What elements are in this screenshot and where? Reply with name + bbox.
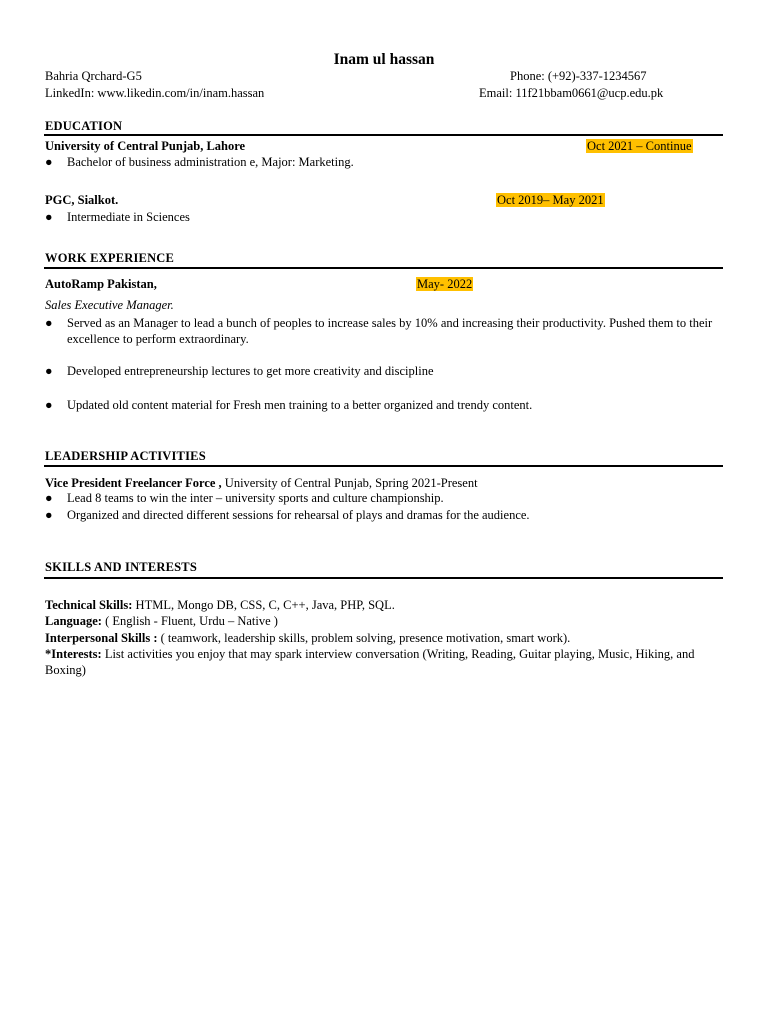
leadership-title: Vice President Freelancer Force , <box>45 476 222 490</box>
leadership-bullet-2: Organized and directed different sessions for rehearsal of plays and dramas for the audience. <box>67 508 530 522</box>
email: Email: 11f21bbam0661@ucp.edu.pk <box>479 86 664 100</box>
education-heading: EDUCATION <box>45 119 123 133</box>
experience-bullet-2: Developed entrepreneurship lectures to get more creativity and discipline <box>67 364 434 378</box>
education-school-1: University of Central Punjab, Lahore <box>45 139 246 153</box>
bullet-icon: ● <box>45 210 53 224</box>
experience-bullet-3: Updated old content material for Fresh men training to a better organized and trendy content. <box>67 398 533 412</box>
experience-company: AutoRamp Pakistan, <box>45 277 157 291</box>
phone: Phone: (+92)-337-1234567 <box>510 69 647 83</box>
bullet-icon: ● <box>45 364 53 378</box>
leadership-bullet-1: Lead 8 teams to win the inter – university sports and culture championship. <box>67 491 444 505</box>
bullet-icon: ● <box>45 508 53 522</box>
education-detail-2: Intermediate in Sciences <box>67 210 190 224</box>
experience-heading: WORK EXPERIENCE <box>45 251 175 265</box>
bullet-icon: ● <box>45 316 53 330</box>
section-divider <box>44 267 723 269</box>
experience-role: Sales Executive Manager. <box>45 298 174 312</box>
bullet-icon: ● <box>45 155 53 169</box>
section-divider <box>44 134 723 136</box>
education-detail-1: Bachelor of business administration e, Major: Marketing. <box>67 155 354 169</box>
skill-technical: Technical Skills: HTML, Mongo DB, CSS, C, C++, Java, PHP, SQL. <box>45 598 395 612</box>
skill-interests: *Interests: List activities you enjoy that may spark interview conversation (Writing, Reading, Guitar playing, Music, Hiking, and Boxing) <box>45 647 695 677</box>
education-dates-1: Oct 2021 – Continue <box>587 139 692 153</box>
education-school-2: PGC, Sialkot. <box>45 193 119 207</box>
experience-bullet-1: Served as an Manager to lead a bunch of peoples to increase sales by 10% and increasing their productivity. Pushed them to their excellence to perform extraordinary. <box>67 316 713 346</box>
linkedin: LinkedIn: www.likedin.com/in/inam.hassan <box>45 86 265 100</box>
leadership-details: University of Central Punjab, Spring 2021-Present <box>221 476 478 490</box>
skill-interpersonal: Interpersonal Skills : ( teamwork, leadership skills, problem solving, presence motivation, smart work). <box>45 631 571 645</box>
bullet-icon: ● <box>45 491 53 505</box>
bullet-icon: ● <box>45 398 53 412</box>
leadership-role <box>45 475 478 491</box>
section-divider <box>44 465 723 467</box>
skill-language: Language: ( English - Fluent, Urdu – Native ) <box>45 614 278 628</box>
section-divider <box>44 577 723 579</box>
education-dates-2: Oct 2019– May 2021 <box>497 193 604 207</box>
experience-dates: May- 2022 <box>417 277 473 291</box>
address: Bahria Qrchard-G5 <box>45 69 142 83</box>
leadership-heading: LEADERSHIP ACTIVITIES <box>45 449 206 463</box>
skills-heading: SKILLS AND INTERESTS <box>45 560 197 574</box>
candidate-name: Inam ul hassan <box>333 51 435 68</box>
